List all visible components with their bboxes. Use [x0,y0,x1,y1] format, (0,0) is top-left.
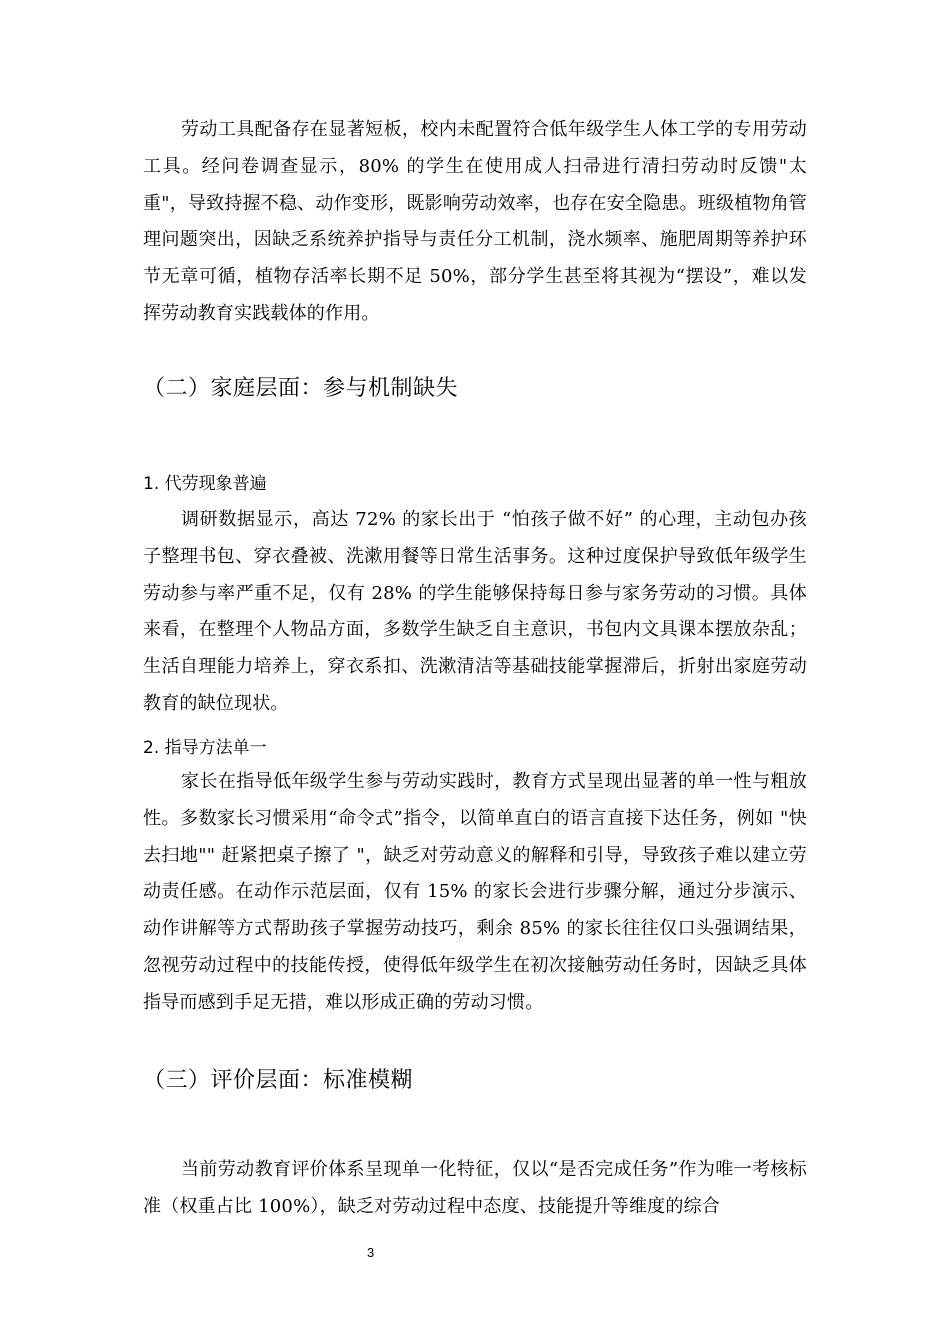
section-heading-evaluation: （三）评价层面：标准模糊 [143,1068,414,1093]
section-heading-family: （二）家庭层面：参与机制缺失 [143,376,459,401]
paragraph-labor-tools: 劳动工具配备存在显著短板，校内未配置符合低年级学生人体工学的专用劳动工具。经问卷调查显示，80% 的学生在使用成人扫帚进行清扫劳动时反馈"太重"，导致持握不稳、动作变形，既影响劳动效率，也存在安全隐患。班级植物角管理问题突出，因缺乏系统养护指导与责任分工机制，浇水频率、施肥周期等养护环节无章可循，植物存活率长期不足 50%，部分学生甚至将其视为“摆设”，难以发挥劳动教育实践载体的作用。 [143,119,807,324]
subheading-guidance-method: 2. 指导方法单一 [143,738,267,758]
subheading-substitute-labor: 1. 代劳现象普遍 [143,474,267,494]
paragraph-substitute-labor: 调研数据显示，高达 72% 的家长出于 “怕孩子做不好” 的心理，主动包办孩子整理书包、穿衣叠被、洗漱用餐等日常生活事务。这种过度保护导致低年级学生劳动参与率严重不足，仅有 28% 的学生能够保持每日参与家务劳动的习惯。具体来看，在整理个人物品方面，多数学生缺乏自主意识，书包内文具课本摆放杂乱；生活自理能力培养上，穿衣系扣、洗漱清洁等基础技能掌握滞后，折射出家庭劳动教育的缺位现状。 [143,509,807,714]
paragraph-evaluation: 当前劳动教育评价体系呈现单一化特征，仅以“是否完成任务”作为唯一考核标准（权重占比 100%），缺乏对劳动过程中态度、技能提升等维度的综合 [143,1159,807,1217]
page-number: 3 [367,1245,375,1260]
paragraph-guidance-method: 家长在指导低年级学生参与劳动实践时，教育方式呈现出显著的单一性与粗放性。多数家长习惯采用“命令式”指令，以简单直白的语言直接下达任务，例如 "快去扫地"" 赶紧把桌子擦了 "，缺乏对劳动意义的解释和引导，导致孩子难以建立劳动责任感。在动作示范层面，仅有 15% 的家长会进行步骤分解，通过分步演示、动作讲解等方式帮助孩子掌握劳动技巧，剩余 85% 的家长往往仅口头强调结果，忽视劳动过程中的技能传授，使得低年级学生在初次接触劳动任务时，因缺乏具体指导而感到手足无措，难以形成正确的劳动习惯。 [143,771,807,1013]
